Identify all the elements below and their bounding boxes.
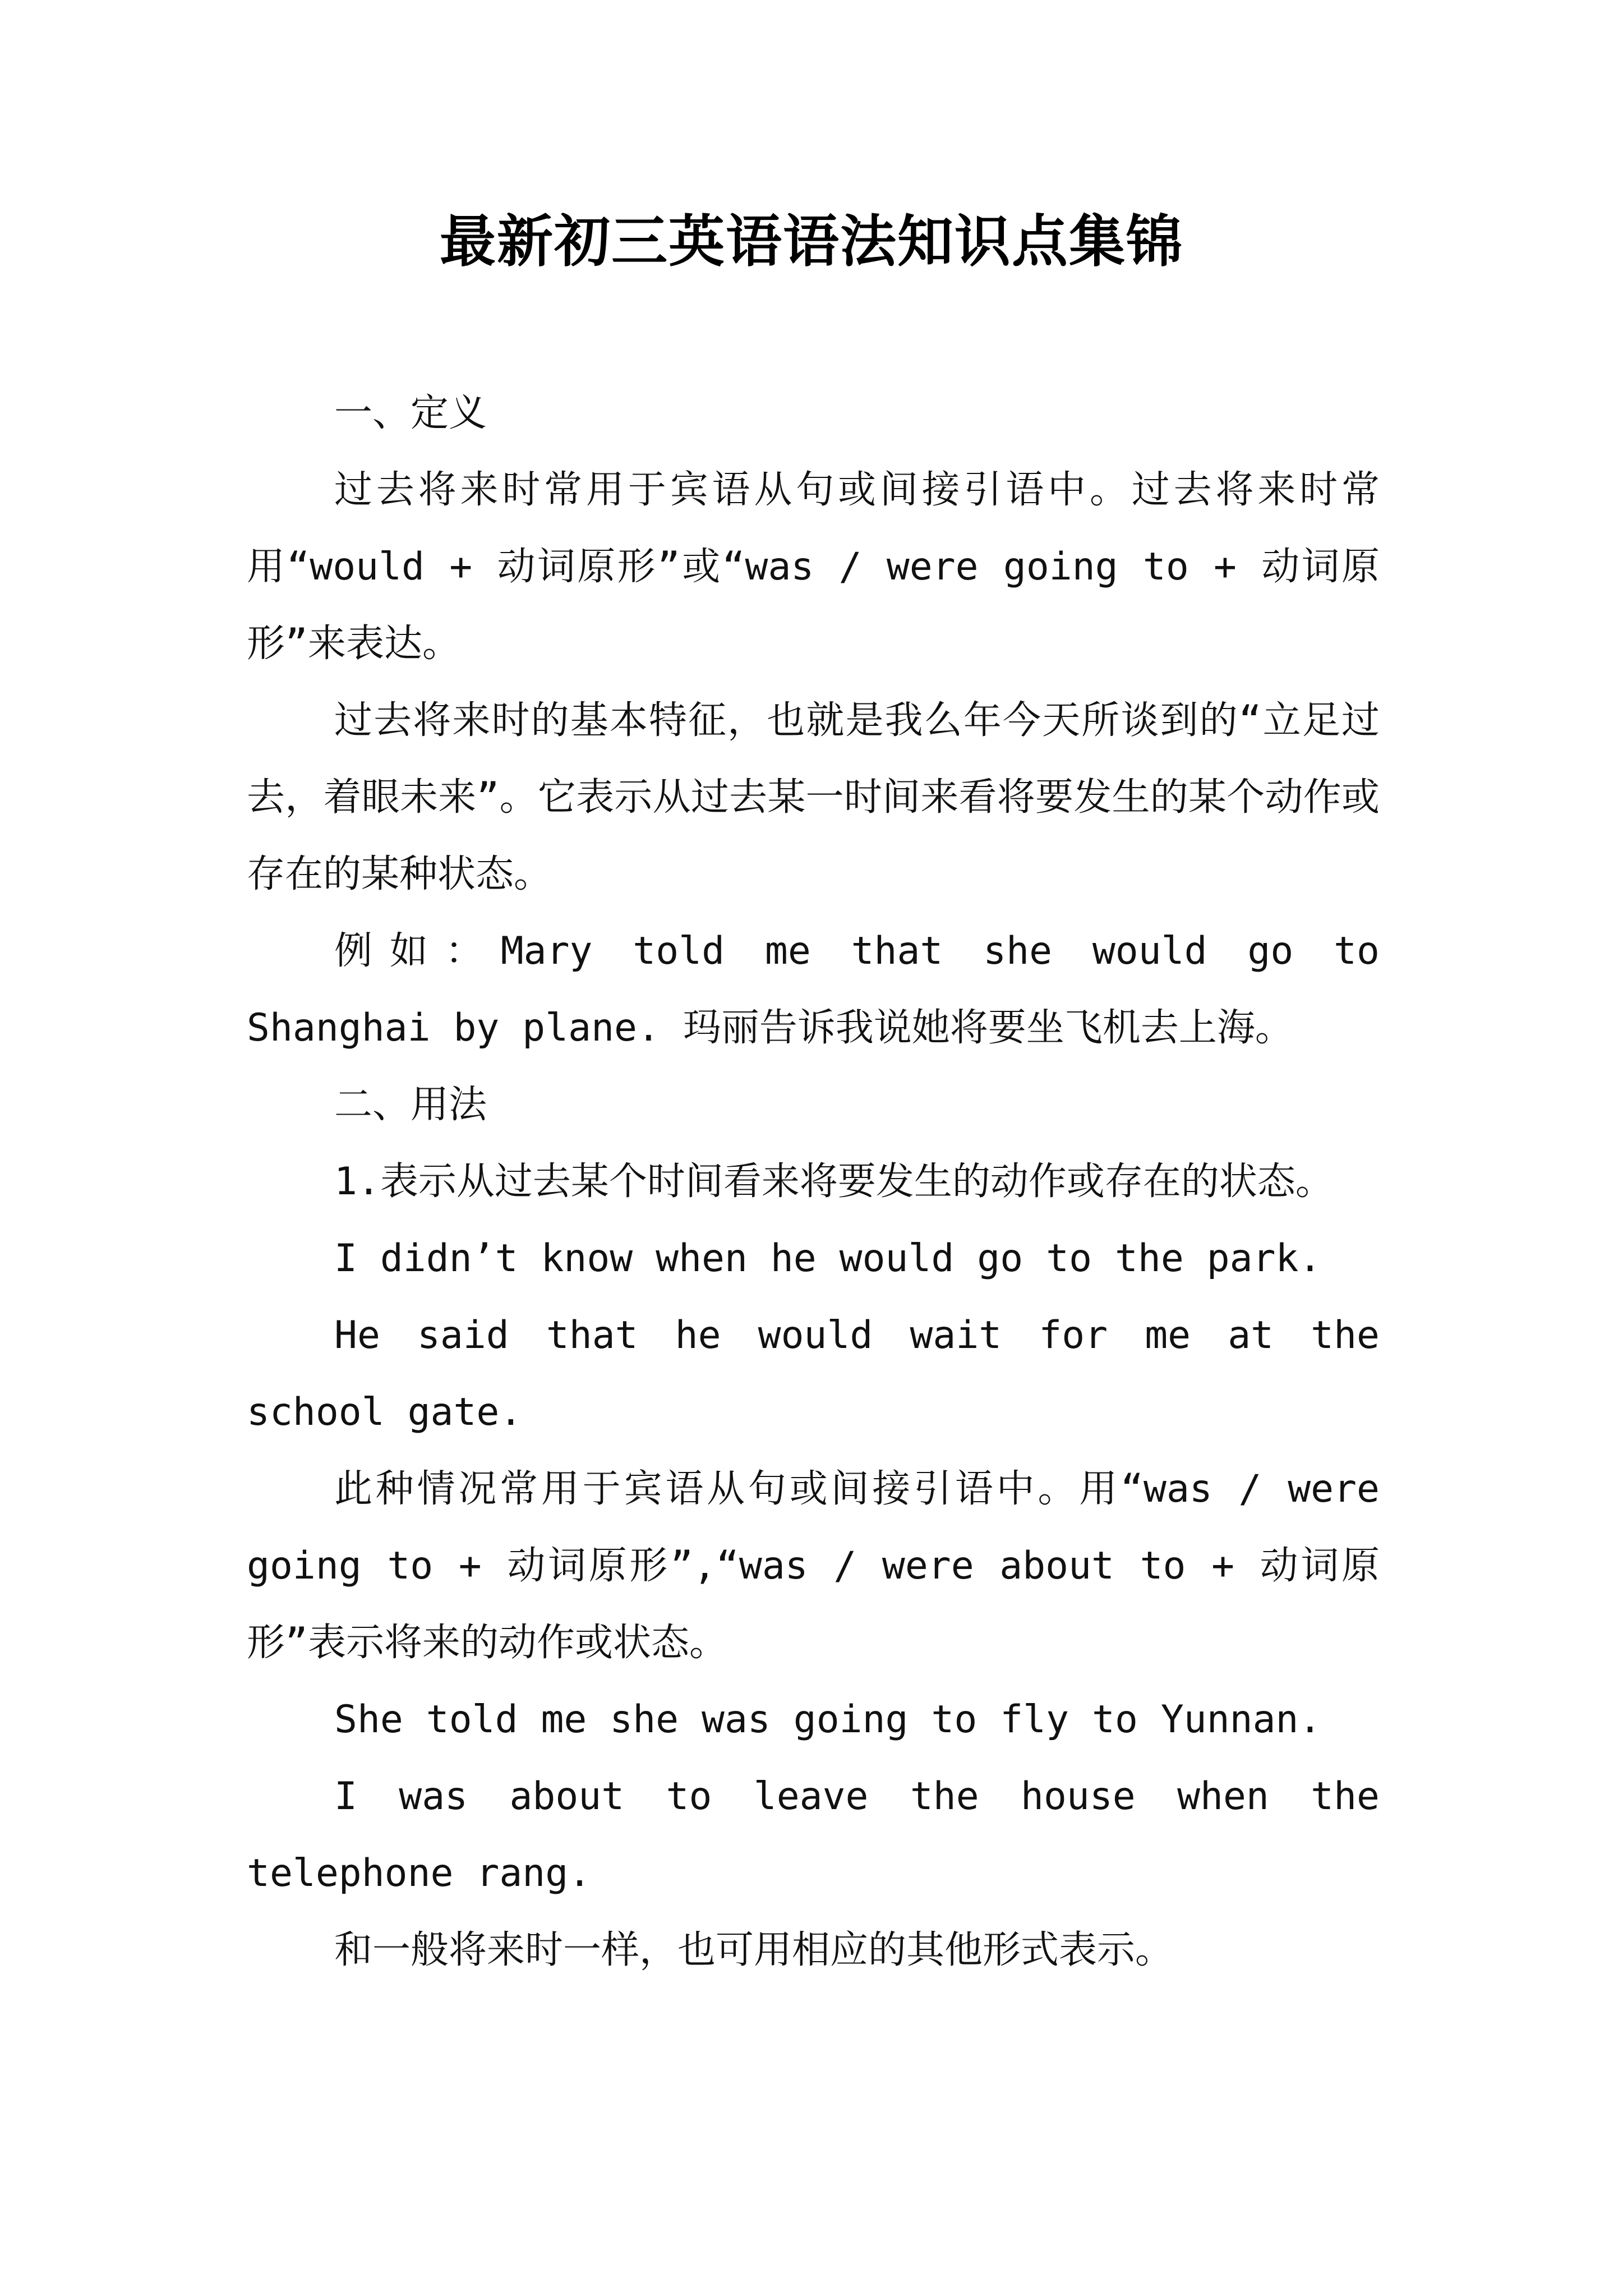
paragraph: 1.表示从过去某个时间看来将要发生的动作或存在的状态。 — [334, 1159, 1334, 1204]
example-paragraph: 例如：Mary told me that she would go to Shanghai by plane. 玛丽告诉我说她将要坐飞机去上海。 — [247, 929, 1380, 1050]
paragraph: 过去将来时的基本特征，也就是我么年今天所谈到的“立足过去，着眼未来”。它表示从过去某一时间来看将要发生的某个动作或存在的某种状态。 — [247, 698, 1380, 896]
paragraph: 过去将来时常用于宾语从句或间接引语中。过去将来时常用“would + 动词原形”或“was / were going to + 动词原形”来表达。 — [247, 468, 1380, 666]
document-body — [247, 375, 1380, 1989]
example-sentence: I didn’t know when he would go to the park. — [334, 1236, 1322, 1281]
paragraph: 此种情况常用于宾语从句或间接引语中。用“was / were going to + 动词原形”,“was / were about to + 动词原形”表示将来的动作或状态。 — [247, 1467, 1380, 1665]
paragraph: 和一般将来时一样，也可用相应的其他形式表示。 — [334, 1928, 1174, 1972]
example-sentence: He said that he would wait for me at the school gate. — [247, 1313, 1380, 1434]
section-heading-definition: 一、定义 — [334, 391, 487, 435]
document-title: 最新初三英语语法知识点集锦 — [440, 208, 1183, 274]
example-sentence: I was about to leave the house when the telephone rang. — [247, 1774, 1380, 1895]
example-sentence: She told me she was going to fly to Yunnan. — [334, 1697, 1322, 1742]
section-heading-usage: 二、用法 — [334, 1083, 487, 1127]
